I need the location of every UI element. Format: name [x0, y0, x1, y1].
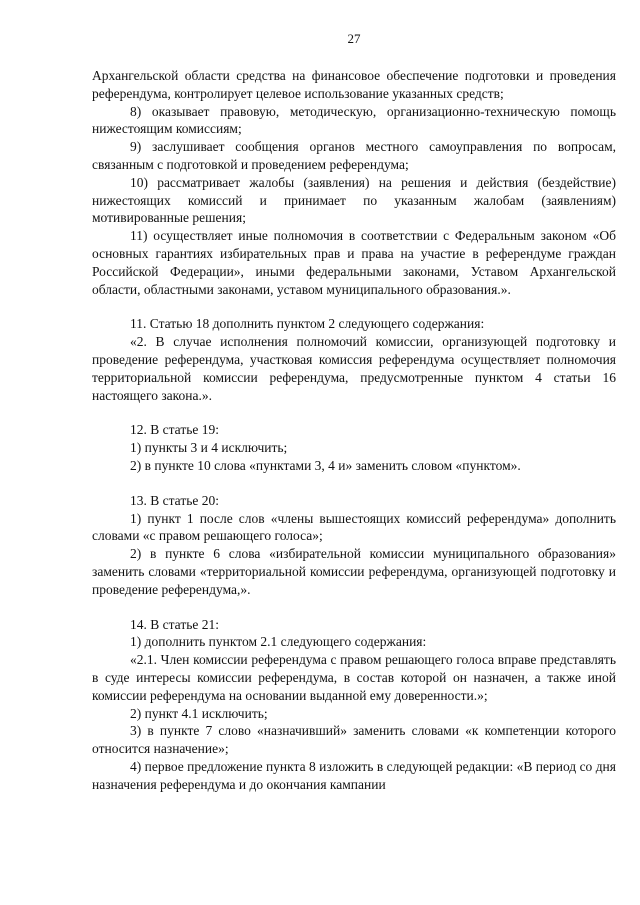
page-number: 27: [347, 31, 361, 46]
paragraph: «2. В случае исполнения полномочий комиссии, организующей подготовку и проведение референдума, участковая комиссия референдума осуществляет полномочия территориальной комиссии референдума, предусмотренные пунктом 4 статьи 16 настоящего закона.».: [92, 334, 616, 403]
paragraph-gap: [92, 298, 616, 315]
paragraph: 9) заслушивает сообщения органов местного самоуправления по вопросам, связанным с подготовкой и проведением референдума;: [92, 139, 616, 172]
paragraph: 11) осуществляет иные полномочия в соответствии с Федеральным законом «Об основных гарантиях избирательных прав и права на участие в референдуме граждан Российской Федерации», иными федеральными законами, Уставом Архангельской области, областными законами, уставом муниципального образования.».: [92, 228, 616, 297]
paragraph-gap: [92, 404, 616, 421]
paragraph: 13. В статье 20:: [130, 492, 220, 508]
paragraph-gap: [92, 599, 616, 616]
paragraph: Архангельской области средства на финансовое обеспечение подготовки и проведения референдума, контролирует целевое использование указанных средств;: [92, 68, 616, 101]
paragraph: 4) первое предложение пункта 8 изложить в следующей редакции: «В период со дня назначения референдума и до окончания кампании: [92, 758, 616, 792]
document-body: [92, 67, 616, 793]
paragraph: 1) пункт 1 после слов «члены вышестоящих комиссий референдума» дополнить словами «с правом решающего голоса»;: [92, 510, 616, 544]
paragraph: 10) рассматривает жалобы (заявления) на решения и действия (бездействие) нижестоящих комиссий и принимает по указанным жалобам (заявлениям) мотивированные решения;: [92, 174, 616, 226]
paragraph-gap: [92, 475, 616, 492]
paragraph: 8) оказывает правовую, методическую, организационно-техническую помощь нижестоящим комиссиям;: [92, 103, 616, 137]
paragraph: 1) дополнить пунктом 2.1 следующего содержания:: [130, 634, 427, 650]
paragraph: 1) пункты 3 и 4 исключить;: [130, 440, 288, 456]
paragraph: «2.1. Член комиссии референдума с правом решающего голоса вправе представлять в суде интересы комиссии референдума, в состав которой он назначен, а также иной комиссии референдума на основании выданной ему доверенности.»;: [92, 652, 616, 703]
paragraph: 12. В статье 19:: [130, 422, 220, 438]
paragraph: 2) в пункте 10 слова «пунктами 3, 4 и» заменить словом «пунктом».: [130, 457, 521, 473]
document-page: [92, 30, 616, 793]
paragraph: 2) в пункте 6 слова «избирательной комиссии муниципального образования» заменить словами «территориальной комиссии референдума, организующей подготовку и проведение референдума,».: [92, 546, 616, 597]
paragraph: 11. Статью 18 дополнить пунктом 2 следующего содержания:: [130, 316, 485, 332]
paragraph: 3) в пункте 7 слово «назначивший» заменить словами «к компетенции которого относится назначение»;: [92, 723, 616, 757]
paragraph: 2) пункт 4.1 исключить;: [130, 705, 268, 721]
paragraph: 14. В статье 21:: [130, 616, 220, 632]
